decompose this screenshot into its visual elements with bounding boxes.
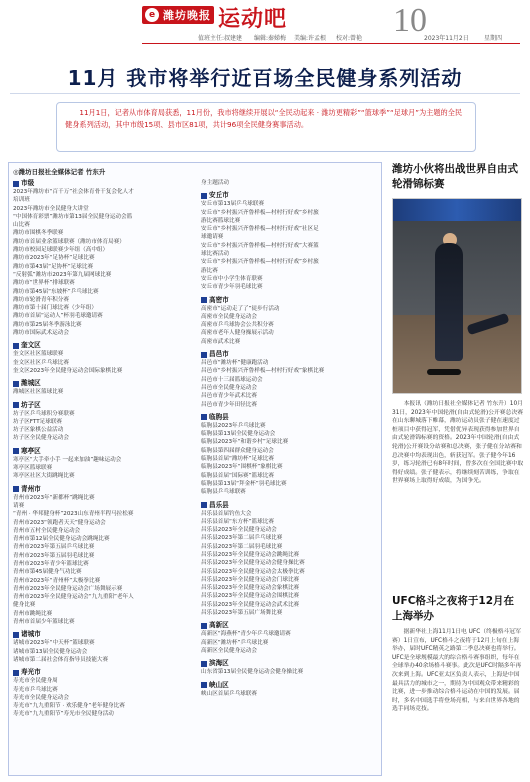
schedule-block [13, 379, 197, 396]
schedule-item: 请赛 [13, 502, 25, 509]
schedule-block [201, 179, 382, 187]
schedule-item: 安丘市“乡村振兴齐鲁样板—村村行好戏”乡村旅 [201, 259, 319, 266]
schedule-item: 安丘市第13届乒乓球联赛 [201, 201, 265, 208]
schedule-item: 临朐县第13届“拜金杯”羽毛球比赛 [201, 480, 287, 487]
schedule-item: 临朐县2023年“围棋杯”象棋比赛 [201, 464, 283, 471]
schedule-item: 青州市2023年第五届乒乓球比赛 [13, 544, 95, 551]
schedule-item: 安丘市“乡村振兴齐鲁样板—村村行好戏”乡村旅 [201, 209, 319, 216]
headline-divider [10, 93, 520, 94]
schedule-item: 诸城市第二届社会体育指导员技能大赛 [13, 656, 109, 663]
city-name: 临朐县 [209, 412, 229, 421]
page-number: 10 [393, 2, 427, 39]
meta-proofreader: 校对:曾艳 [336, 35, 363, 42]
schedule-item: 高密市“运动走了了”徒步行活动 [201, 305, 280, 312]
side-stories [392, 162, 524, 776]
schedule-byline: ◎潍坊日报社全媒体记者 竹东升 [13, 168, 106, 176]
city-heading [201, 191, 382, 200]
meta-art-editor: 美编:许孟根 [294, 35, 327, 42]
schedule-item: “中国体育彩票”潍坊市第13届全民健身运动会篮 [13, 213, 133, 220]
city-heading [201, 350, 382, 359]
schedule-item: 2023年潍坊市“百千万”社会体育骨干复会化人才 [13, 189, 134, 195]
newspaper-name: 潍坊晚报 [163, 9, 211, 22]
schedule-item: 临朐县2023年“和谐乡村”足球比赛 [201, 439, 289, 446]
meta-weekday: 星期四 [484, 35, 503, 42]
city-name: 寿光市 [21, 668, 41, 677]
square-bullet-icon [201, 682, 207, 688]
square-bullet-icon [13, 181, 19, 187]
schedule-item: 健身比赛 [13, 602, 36, 609]
skater-figure [435, 243, 463, 361]
schedule-block [13, 447, 197, 481]
schedule-item: 昌邑市青少年武术比赛 [201, 393, 257, 400]
square-bullet-icon [13, 486, 19, 492]
schedule-item: 诸城市第13届全民健身运动会 [13, 648, 88, 655]
schedule-item: 潍坊市第25届冬季游泳比赛 [13, 321, 82, 328]
schedule-item: 安丘市青少年羽毛球比赛 [201, 284, 263, 291]
schedule-item: 游比赛篮球比赛 [201, 217, 241, 224]
schedule-item: 昌乐县2023年第五届广场舞比赛 [201, 610, 283, 617]
schedule-item: 青州市2023年全民健身运动会广场舞展示赛 [13, 585, 123, 592]
schedule-item: 昌乐县2023年全民健身运动会健身操比赛 [201, 560, 305, 567]
schedule-item: 青州市五村全民健身运动会 [13, 527, 81, 534]
city-heading [13, 447, 197, 456]
schedule-item: 青州市2023年“青州杯”太极拳比赛 [13, 577, 101, 584]
schedule-item: 潍坊市第45届“东坡杯”乒乓球比赛 [13, 288, 99, 295]
lead-text: 11月1日，记者从市体育局获悉，11月份，我市将继续开展以“全民动起来 · 潍坊更精彩”“篮球季”“足球月”为主题的全民健身系列活动，其中市级15项、县市区81项，共计96项全民健身赛事活动。 [65, 108, 463, 129]
schedule-item: “反射弧”潍坊市2023年第九届网球比赛 [13, 271, 112, 278]
newspaper-logo [142, 6, 214, 24]
schedule-item: 青州市2023“领跑者天天”健身运动会 [13, 519, 106, 526]
schedule-item: 高密市全民健身运动会 [201, 313, 257, 320]
schedule-item: 坊子区全民健身运动会 [13, 435, 69, 442]
column-name: 运动吧 [218, 7, 288, 32]
square-bullet-icon [13, 343, 19, 349]
schedule-item: 潍坊市“世界杯”排球联赛 [13, 280, 75, 287]
schedule-item: 临朐县第13届全民健身运动会 [201, 431, 276, 438]
schedule-item: 潍坊市第十届门球比赛（少年组） [13, 305, 97, 312]
schedule-item: 高密市老年人健身操展示活动 [201, 330, 274, 337]
schedule-item: 临朐县2023年乒乓球比赛 [201, 422, 266, 429]
schedule-item: 潍坊市校园足球联赛少年组（高中组） [13, 247, 109, 254]
schedule-item: 奎文区2023年全民健身运动会国际象棋比赛 [13, 367, 123, 374]
city-heading [13, 341, 197, 350]
square-bullet-icon [201, 352, 207, 358]
city-heading [201, 659, 382, 668]
schedule-item: 球邀请赛 [201, 234, 224, 241]
schedule-item: 寒亭区篮球联赛 [13, 465, 53, 472]
schedule-item: 寒亭区社区大街跳绳比赛 [13, 473, 75, 480]
city-name: 青州市 [21, 484, 41, 493]
logo-icon: e [145, 8, 159, 22]
city-name: 市级 [21, 179, 35, 187]
schedule-item: 昌邑市青少年田径比赛 [201, 401, 257, 408]
lead-box [56, 102, 476, 152]
schedule-block [201, 296, 382, 346]
schedule-item: 高密市乒乓球协会公共积分赛 [201, 322, 274, 329]
square-bullet-icon [201, 623, 207, 629]
schedule-block [13, 401, 197, 443]
story-ufc-title: UFC格斗之夜将于12月在上海举办 [392, 595, 515, 622]
schedule-item: 坊子区FTT足球联赛 [13, 418, 63, 425]
city-name: 昌邑市 [209, 350, 229, 359]
square-bullet-icon [201, 297, 207, 303]
schedule-block [13, 341, 197, 375]
schedule-item: 临朐县乒乓球联赛 [201, 489, 246, 496]
schedule-item: 安丘市“乡村振兴齐鲁样板—村村行好戏”大赛篮 [201, 242, 319, 249]
square-bullet-icon [201, 414, 207, 420]
city-name: 高新区 [209, 621, 229, 630]
schedule-item: 青州市第12届全民健身运动会跳绳比赛 [13, 536, 110, 543]
square-bullet-icon [13, 670, 19, 676]
story-skating-title: 潍坊小伙将出战世界自由式轮滑锦标赛 [392, 163, 518, 190]
city-heading [201, 681, 382, 690]
city-name: 滨海区 [209, 659, 229, 668]
schedule-item: 昌邑市十三届篮球运动会 [201, 376, 263, 383]
schedule-item: 坊子区象棋公益活动 [13, 427, 64, 434]
schedule-item: 潍城区社区篮球比赛 [13, 389, 64, 396]
square-bullet-icon [13, 381, 19, 387]
schedule-item: 临朐县第四届群众健身运动会 [201, 447, 274, 454]
schedule-item: 潍坊市国际武术运动会 [13, 330, 69, 337]
schedule-item: 昌乐县2023年全民健身运动会围棋比赛 [201, 593, 300, 600]
schedule-block [13, 668, 197, 718]
schedule-item: 昌乐县2023年全民健身运动会门球比赛 [201, 576, 300, 583]
photo-banner [393, 199, 521, 221]
schedule-item: 青州市2023年全民健身运动会“九九重阳”老年人 [13, 594, 134, 601]
schedule-block [201, 413, 382, 497]
schedule-item: 青州市2023年第五届羽毛球比赛 [13, 552, 95, 559]
schedule-item: 潍坊市首届“运动人”杯羽毛球邀请赛 [13, 313, 103, 320]
schedule-item: 坊子区乒乓球积分赛联赛 [13, 410, 75, 417]
schedule-block [201, 350, 382, 409]
schedule-item: 昌乐县2023年第二届羽毛球比赛 [201, 543, 283, 550]
schedule-item: 奎文区社区篮球联赛 [13, 351, 64, 358]
schedule-item: 寿光市全民健身运动会 [13, 694, 69, 701]
schedule-item: 青州市2023年“新都杯”跳绳比赛 [13, 494, 95, 501]
schedule-item: “青州 · 华邦健身杯”2023山东青州半程马拉松赛 [13, 511, 134, 518]
square-bullet-icon [13, 448, 19, 454]
schedule-item: 昌邑市“潍坊杯”健康跑活动 [201, 360, 269, 367]
city-name: 奎文区 [21, 341, 41, 350]
city-name: 昌乐县 [209, 500, 229, 509]
city-name: 高密市 [209, 295, 229, 304]
schedule-item: 昌乐县首届“东方杯”篮球比赛 [201, 518, 274, 525]
schedule-item: 昌乐县2023年第二届乒乓球比赛 [201, 535, 283, 542]
schedule-block [13, 630, 197, 664]
schedule-item: 昌乐县2023年全民健身运动会太极拳比赛 [201, 568, 305, 575]
masthead-rule [142, 43, 520, 44]
schedule-item: 潍坊市轮滑青年积分赛 [13, 296, 69, 303]
city-heading [201, 296, 382, 305]
schedule-block [201, 621, 382, 655]
schedule-item: 高新区“潍坊杯”乒乓球比赛 [201, 639, 269, 646]
city-heading [13, 379, 197, 388]
city-heading [13, 630, 197, 639]
schedule-item: 寿光市全民健身周 [13, 678, 58, 685]
schedule-item: 临朐县首届“国际赛”篮球比赛 [201, 472, 274, 479]
schedule-item: 昌乐县2023年全民健身运动会 [201, 527, 277, 534]
city-heading [13, 401, 197, 410]
square-bullet-icon [201, 661, 207, 667]
schedule-item: 高新区全民健身运动会 [201, 647, 257, 654]
schedule-item: 高密市武术比赛 [201, 338, 241, 345]
schedule-item: 潍坊市2023年“足协杯”足球比赛 [13, 255, 95, 262]
schedule-item: 安丘市“乡村振兴齐鲁样板—村村行好戏”社区足 [201, 226, 319, 233]
city-heading [201, 621, 382, 630]
skate-icon [427, 369, 461, 375]
schedule-item: 高新区“海燕杯”青少年乒乓球邀请赛 [201, 631, 291, 638]
schedule-item: 寒亭区“大手牵小手 一起来加油”趣味运动会 [13, 456, 122, 463]
schedule-item: 峡山区首届乒乓球联赛 [201, 690, 257, 697]
schedule-item: 潍坊市围棋冬季联赛 [13, 230, 64, 237]
schedule-item: 诸城市2023年“中天杯”篮球联赛 [13, 640, 95, 647]
city-heading [201, 501, 382, 510]
schedule-item: 安丘市中小学生体育联赛 [201, 275, 263, 282]
city-name: 峡山区 [209, 680, 229, 689]
schedule-item: 寿光市“九九重阳节”寿光市全民健身活动 [13, 711, 114, 718]
schedule-item: 寿光市乒乓球比赛 [13, 686, 58, 693]
schedule-item: 2023年潍坊市全民健身大讲堂 [13, 205, 89, 212]
schedule-item: 培训班 [13, 197, 30, 204]
city-name: 诸城市 [21, 630, 41, 639]
schedule-item: 昌邑市全民健身运动会 [201, 384, 257, 391]
schedule-item: 潍坊市首届业余篮球联赛（潍坊市体育局赛） [13, 238, 125, 245]
schedule-item: 潍坊市第43届“足协杯”足球比赛 [13, 263, 94, 270]
meta-duty-editor: 值班主任:叔建建 [198, 35, 243, 42]
schedule-block [201, 191, 382, 291]
schedule-item: 山比赛 [13, 222, 30, 229]
schedule-item: 昌乐县2023年全民健身运动会跳绳比赛 [201, 551, 300, 558]
schedule-item: 山东省第13届全民健身运动会健身操比赛 [201, 669, 304, 676]
schedule-item: 昌乐县2023年全民健身运动会象棋比赛 [201, 585, 300, 592]
story-skating-body: 本报讯（潍坊日报社全媒体记者 竹东升）10月31日，2023年中国轮滑(自由式轮滑)公开赛总决赛在山东聊城落下帷幕，潍坊运动员张子健在速度过桩项目中获得冠军，凭借优异表现获得参加世界自由式轮滑锦标赛的资格。2023年中国轮滑(自由式轮滑)公开赛设分站赛和总决赛，张子健在分站赛和总决赛中均表现出色，斩获冠军。张子健今年16岁，练习轮滑已有8年时间，曾多次在全国比赛中取得好成绩。张子健表示，将继续刻苦训练，争取在世界赛场上取得好成绩，为国争光。 [392, 401, 524, 485]
schedule-item: 昌乐县首届钓鱼大会 [201, 510, 252, 517]
meta-date: 2023年11月2日 [424, 35, 469, 42]
schedule-item: 临朐县首届“潍坊杯”足球比赛 [201, 456, 274, 463]
schedule-column-right [201, 179, 382, 702]
square-bullet-icon [13, 632, 19, 638]
schedule-item: 青州市2023年青少年篮球比赛 [13, 560, 89, 567]
schedule-block [201, 659, 382, 676]
square-bullet-icon [201, 193, 207, 199]
city-name: 安丘市 [209, 191, 229, 200]
city-heading [13, 668, 197, 677]
schedule-block [201, 501, 382, 618]
schedule-item: 寿光市“九九重阳节 · 欢乐健身”老年健身比赛 [13, 703, 125, 710]
schedule-block [13, 179, 197, 337]
city-heading [13, 485, 197, 494]
city-name: 坊子区 [21, 400, 41, 409]
city-name: 潍城区 [21, 379, 41, 388]
schedule-item: 青州市跳绳比赛 [13, 610, 53, 617]
schedule-column-left [13, 179, 197, 723]
meta-editor: 编辑:秦娣梅 [254, 35, 287, 42]
main-headline: 11月 我市将举行近百场全民健身系列活动 [67, 66, 463, 90]
skater-photo [392, 198, 522, 394]
city-heading [13, 179, 197, 188]
schedule-item: 昌邑市“乡村振兴齐鲁样板—村村行好戏”象棋比赛 [201, 368, 325, 375]
masthead [0, 0, 530, 44]
square-bullet-icon [13, 402, 19, 408]
schedule-item: 奎文区社区乒乓球比赛 [13, 359, 69, 366]
schedule-item: 游比赛 [201, 267, 218, 274]
schedule-item: 青州市首届少年篮球比赛 [13, 619, 75, 626]
schedule-block [201, 681, 382, 698]
city-name: 寒亭区 [21, 446, 41, 455]
story-ufc-body: 据新华社上海11月1日电 UFC（终极格斗冠军赛）1日宣布，UFC格斗之夜将于12月上旬在上海举办，届时UFC精英之路第二季总决赛也将举行。UFC是全球规模最大的综合格斗赛事组织，每年在全球举办40余场格斗赛事。此次是UFC时隔多年再次来到上海。UFC亚太区负责人表示，上海是中国最具活力的城市之一，期待为中国观众带来精彩的比赛，进一步推动综合格斗运动在中国的发展。届时，多名中国选手将登场亮相，与来自世界各地的选手同场竞技。 [392, 629, 522, 713]
schedule-item: 昌乐县2023年全民健身运动会武术比赛 [201, 601, 300, 608]
city-heading [201, 413, 382, 422]
event-schedule [8, 162, 382, 776]
schedule-item: 球比赛活动 [201, 251, 229, 258]
schedule-item: 青州市第45届健身气功比赛 [13, 569, 82, 576]
schedule-item: 身主题活动 [201, 180, 229, 186]
square-bullet-icon [201, 502, 207, 508]
schedule-block [13, 485, 197, 627]
